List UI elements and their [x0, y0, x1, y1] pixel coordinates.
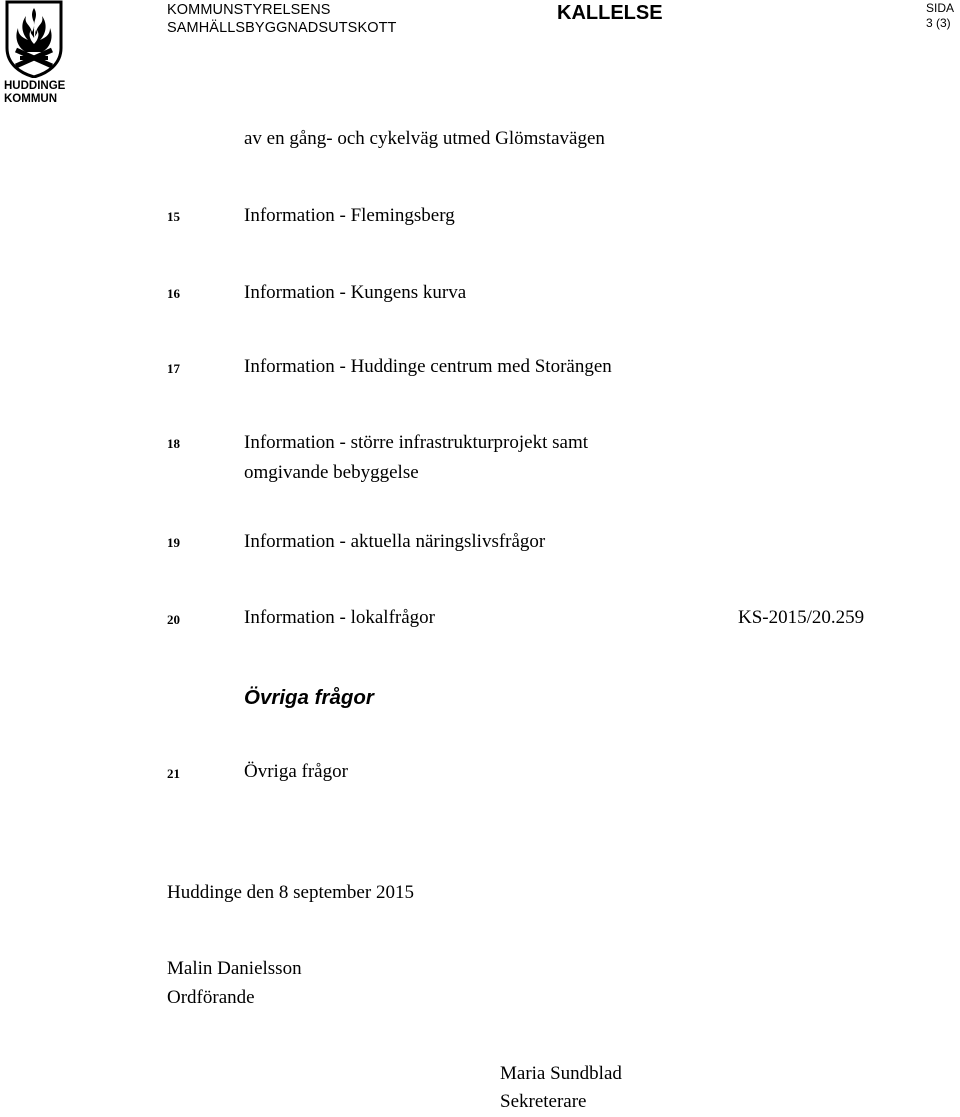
item-number: 17	[167, 361, 180, 376]
coat-of-arms-icon	[4, 0, 64, 78]
logo-text-line2: KOMMUN	[4, 92, 58, 105]
item-number: 20	[167, 612, 180, 627]
continuation-text: av en gång- och cykelväg utmed Glömstavägen	[244, 128, 605, 149]
secretary-role: Sekreterare	[500, 1091, 587, 1112]
secretary-name: Maria Sundblad	[500, 1063, 622, 1084]
item-reference: KS-2015/20.259	[738, 607, 865, 628]
item-title: Information - Huddinge centrum med Storängen	[244, 356, 612, 377]
organization-name	[167, 1, 397, 37]
item-title-line2: omgivande bebyggelse	[244, 462, 419, 483]
item-title-line1: Information - större infrastrukturprojekt samt	[244, 432, 589, 453]
item-title: Information - lokalfrågor	[244, 607, 435, 628]
org-line2: SAMHÄLLSBYGGNADSUTSKOTT	[167, 20, 397, 36]
chair-name: Malin Danielsson	[167, 958, 302, 979]
chair-role: Ordförande	[167, 987, 255, 1008]
item-title: Information - aktuella näringslivsfrågor	[244, 531, 546, 552]
municipality-logo	[4, 0, 70, 108]
page-label: SIDA	[926, 1, 955, 15]
item-title: Information - Kungens kurva	[244, 282, 467, 303]
section-heading: Övriga frågor	[244, 686, 374, 709]
item-number: 19	[167, 535, 180, 550]
page-indicator	[926, 1, 954, 31]
document-type: KALLELSE	[557, 2, 663, 24]
item-number: 15	[167, 209, 180, 224]
item-title: Information - Flemingsberg	[244, 205, 455, 226]
logo-text-line1: HUDDINGE	[4, 80, 66, 92]
page-number: 3 (3)	[926, 16, 951, 30]
place-date: Huddinge den 8 september 2015	[167, 882, 414, 903]
org-line1: KOMMUNSTYRELSENS	[167, 2, 331, 18]
item-number: 21	[167, 766, 180, 781]
item-number: 18	[167, 436, 180, 451]
item-title: Övriga frågor	[244, 761, 348, 782]
item-number: 16	[167, 286, 180, 301]
